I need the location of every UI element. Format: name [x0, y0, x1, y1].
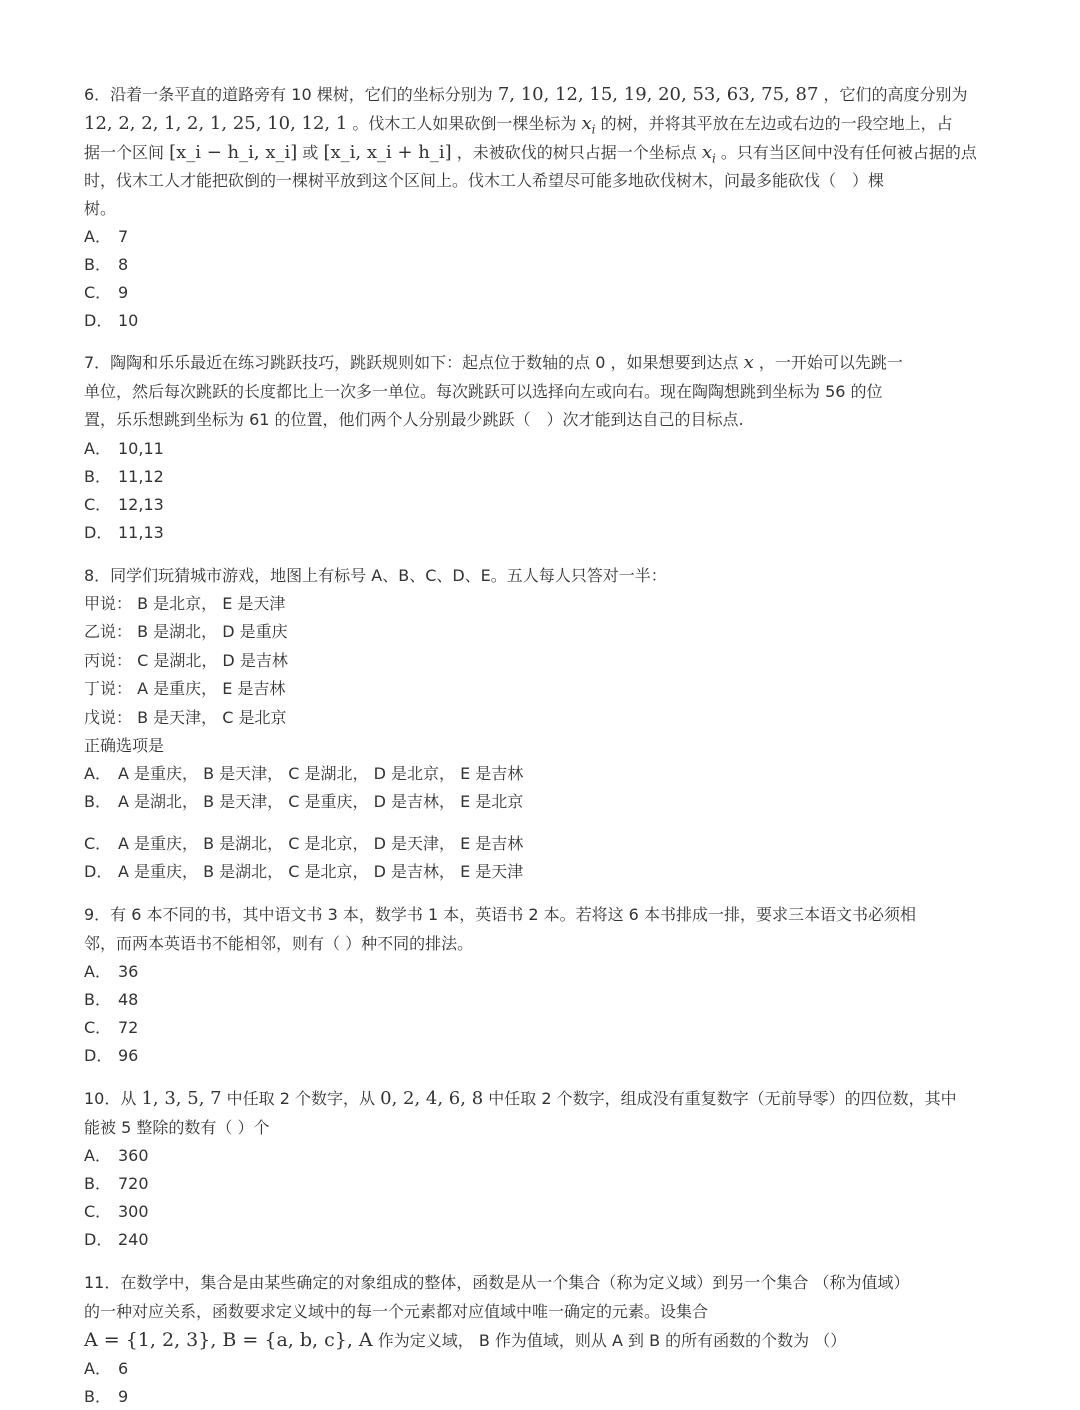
- q11-sets: A = {1, 2, 3}, B = {a, b, c}, A: [84, 1329, 373, 1351]
- q10-option-b: B． 720: [84, 1174, 149, 1193]
- q6-interval-left: [x_i − h_i, x_i]: [169, 142, 298, 163]
- q9-option-d: D． 96: [84, 1046, 139, 1065]
- q6-line-2: 12, 2, 2, 1, 2, 1, 25, 10, 12, 1 。伐木工人如果砍倒一棵坐标为 $x_i$ 的树，并将其平放在左边或右边的一段空地上，占: [84, 113, 953, 137]
- q10-option-a: A． 360: [84, 1146, 149, 1165]
- q11-line-1: 11．在数学中，集合是由某些确定的对象组成的整体，函数是从一个集合（称为定义域）到另一个集合 （称为值域）: [84, 1273, 910, 1292]
- q8-option-d: D． A 是重庆， B 是湖北， C 是北京， D 是吉林， E 是天津: [84, 862, 524, 881]
- q11-option-a: A． 6: [84, 1359, 129, 1378]
- q10-option-d: D． 240: [84, 1230, 149, 1249]
- q11-line-2: 的一种对应关系，函数要求定义域中的每一个元素都对应值域中唯一确定的元素。设集合: [84, 1302, 709, 1321]
- q11-option-b: B． 9: [84, 1387, 129, 1406]
- q6-line-1: 6．沿着一条平直的道路旁有 10 棵树，它们的坐标分别为 7, 10, 12, 15, 19, 20, 53, 63, 75, 87 ，它们的高度分别为: [84, 84, 968, 105]
- q6-interval-right: [x_i, x_i + h_i]: [323, 142, 452, 163]
- q7-option-a: A． 10,11: [84, 439, 164, 458]
- q11-line-3: A = {1, 2, 3}, B = {a, b, c}, A 作为定义域， B 作为值域，则从 A 到 B 的所有函数的个数为 （）: [84, 1329, 847, 1351]
- q7-option-c: C． 12,13: [84, 495, 164, 514]
- q6-line-4: 时，伐木工人才能把砍倒的一棵树平放到这个区间上。伐木工人希望尽可能多地砍伐树木，问最多能砍伐（ ）棵: [84, 171, 885, 190]
- q10-line-1: 10．从 1, 3, 5, 7 中任取 2 个数字，从 0, 2, 4, 6, 8 中任取 2 个数字，组成没有重复数字（无前导零）的四位数，其中: [84, 1088, 957, 1109]
- q6-heights: 12, 2, 2, 1, 2, 1, 25, 10, 12, 1: [84, 113, 348, 134]
- q8-statement: 乙说： B 是湖北， D 是重庆: [84, 622, 288, 641]
- q8-statement: 戊说： B 是天津， C 是北京: [84, 708, 287, 727]
- q10-option-c: C． 300: [84, 1202, 149, 1221]
- q7-line-1: 7．陶陶和乐乐最近在练习跳跃技巧，跳跃规则如下：起点位于数轴的点 0 ，如果想要到达点 x ，一开始可以先跳一: [84, 352, 903, 373]
- q8-option-b: B． A 是湖北， B 是天津， C 是重庆， D 是吉林， E 是北京: [84, 792, 524, 811]
- q7-option-d: D． 11,13: [84, 523, 164, 542]
- q8-option-c: C． A 是重庆， B 是湖北， C 是北京， D 是天津， E 是吉林: [84, 834, 524, 853]
- q6-line-5: 树。: [84, 199, 117, 218]
- q8-prompt: 正确选项是: [84, 736, 165, 755]
- q9-option-a: A． 36: [84, 962, 139, 981]
- q10-set-even: 0, 2, 4, 6, 8: [380, 1088, 484, 1109]
- q9-line-1: 9．有 6 本不同的书，其中语文书 3 本，数学书 1 本，英语书 2 本。若将这 6 本书排成一排，要求三本语文书必须相: [84, 905, 916, 924]
- q9-line-2: 邻，而两本英语书不能相邻，则有（ ）种不同的排法。: [84, 934, 474, 953]
- q8-statement: 丁说： A 是重庆， E 是吉林: [84, 679, 286, 698]
- q8-statement: 丙说： C 是湖北， D 是吉林: [84, 651, 288, 670]
- q6-var-x-2: $x_i$: [701, 142, 716, 166]
- q6-option-b: B． 8: [84, 255, 129, 274]
- q6-line-3: 据一个区间 [x_i − h_i, x_i] 或 [x_i, x_i + h_i] ，未被砍伐的树只占据一个坐标点 $x_i$ 。只有当区间中没有任何被占据的点: [84, 142, 977, 166]
- q6-option-c: C． 9: [84, 283, 129, 302]
- q7-line-2: 单位，然后每次跳跃的长度都比上一次多一单位。每次跳跃可以选择向左或向右。现在陶陶想跳到坐标为 56 的位: [84, 382, 883, 401]
- q7-line-3: 置，乐乐想跳到坐标为 61 的位置，他们两个人分别最少跳跃（ ）次才能到达自己的目标点.: [84, 410, 744, 429]
- q9-option-b: B． 48: [84, 990, 139, 1009]
- q8-option-a: A． A 是重庆， B 是天津， C 是湖北， D 是北京， E 是吉林: [84, 764, 524, 783]
- q10-line-2: 能被 5 整除的数有（ ）个: [84, 1118, 270, 1137]
- q6-option-a: A． 7: [84, 227, 129, 246]
- q8-statement: 甲说： B 是北京， E 是天津: [84, 594, 286, 613]
- q6-coords: 7, 10, 12, 15, 19, 20, 53, 63, 75, 87: [497, 84, 819, 105]
- q8-line-1: 8．同学们玩猜城市游戏，地图上有标号 A、B、C、D、E。五人每人只答对一半：: [84, 566, 667, 585]
- q6-var-x: $x_i$: [581, 113, 596, 137]
- q7-option-b: B． 11,12: [84, 467, 164, 486]
- q9-option-c: C． 72: [84, 1018, 139, 1037]
- q6-option-d: D． 10: [84, 311, 139, 330]
- q10-set-odd: 1, 3, 5, 7: [141, 1088, 222, 1109]
